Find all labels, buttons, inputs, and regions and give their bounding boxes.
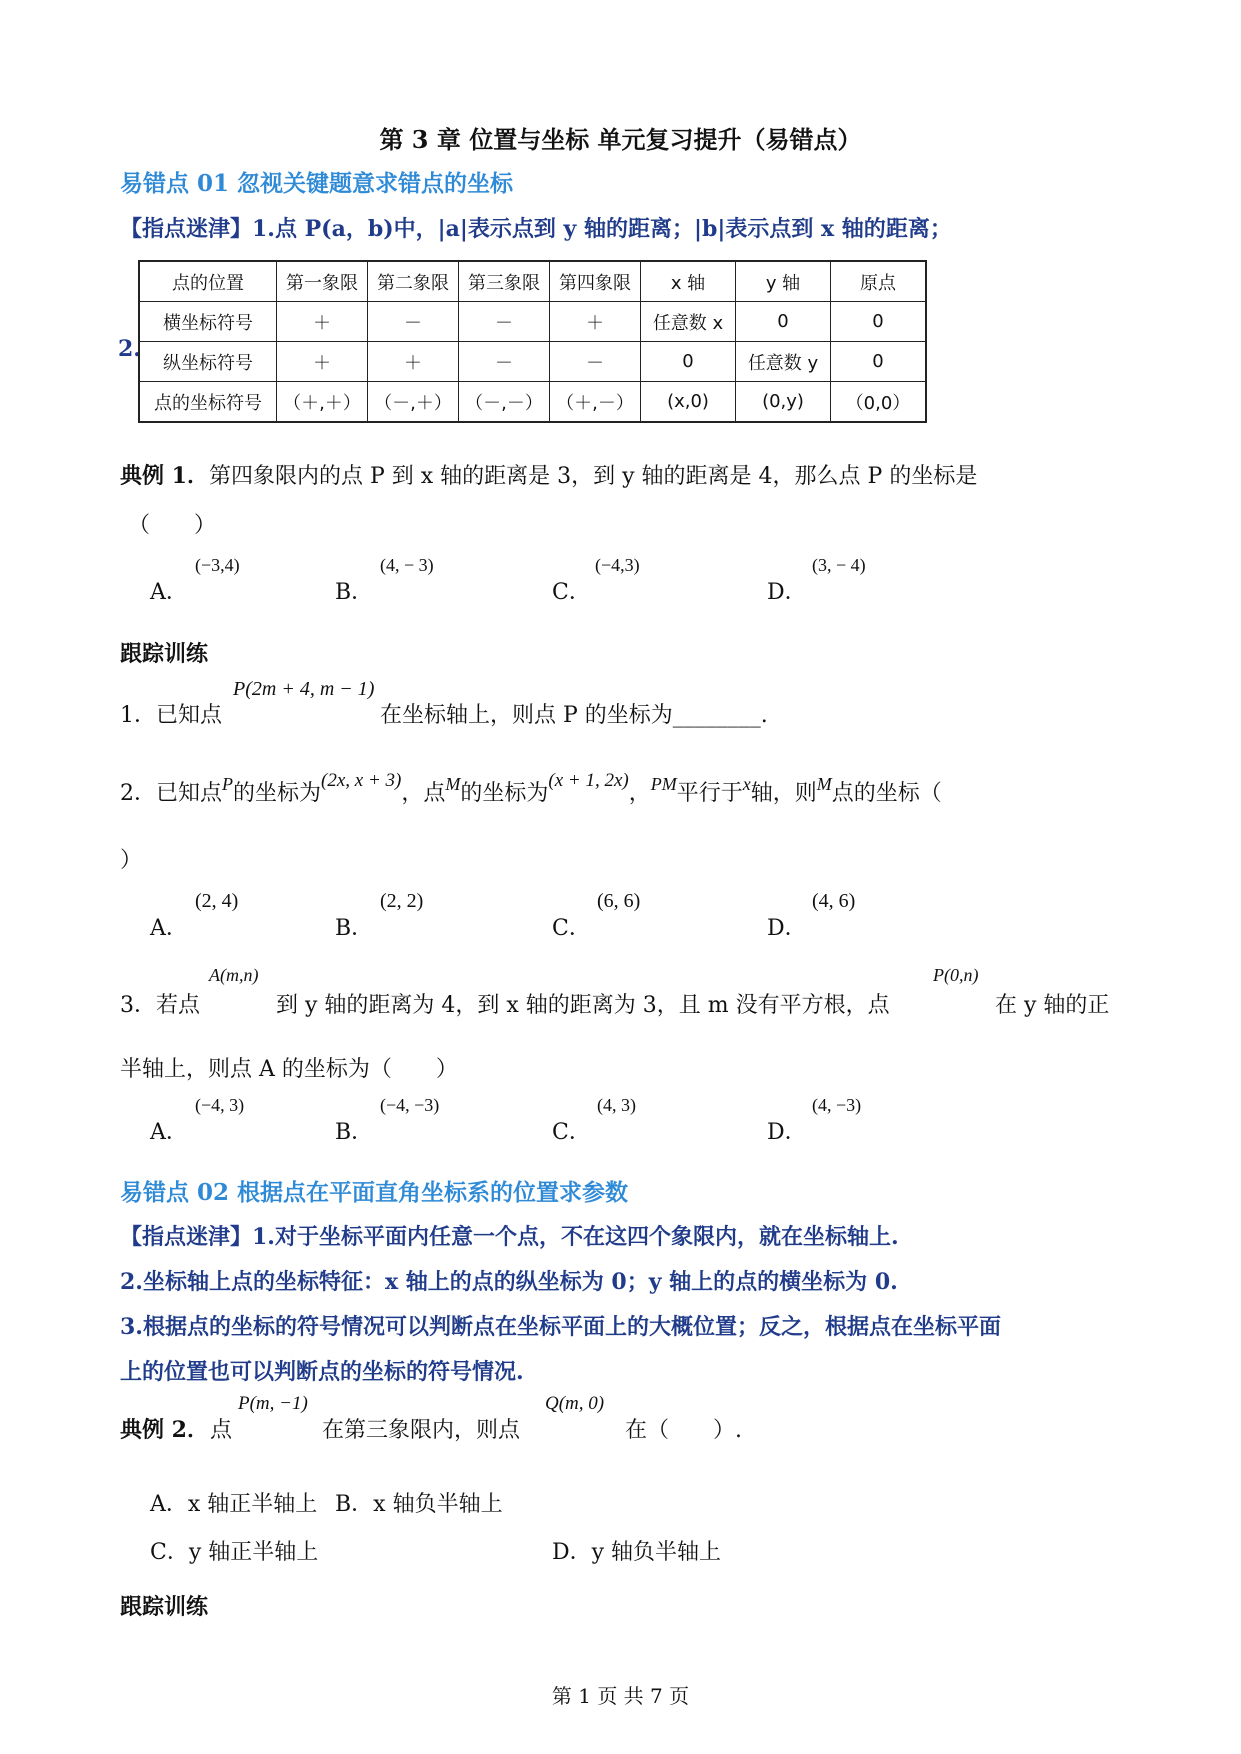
table-cell: 横坐标符号 <box>139 302 277 342</box>
q2-text: ， <box>628 781 651 806</box>
table-cell: 第二象限 <box>368 261 459 302</box>
section1-tip1: 【指点迷津】1.点 P(a，b)中，|a|表示点到 y 轴的距离；|b|表示点到 x 轴的距离； <box>120 216 952 242</box>
table-cell: － <box>550 342 641 382</box>
q3-math-a: A(m,n) <box>209 965 259 985</box>
table-cell: 点的位置 <box>139 261 277 302</box>
q2-text: 的坐标为 <box>460 781 549 806</box>
q3-option-c-letter: C． <box>552 1120 591 1145</box>
q2-option-b-value: (2, 2) <box>380 890 424 912</box>
example1-option-b-letter: B． <box>335 580 374 605</box>
table-cell: 点的坐标符号 <box>139 382 277 423</box>
example2-math-q: Q(m, 0) <box>545 1393 605 1414</box>
example2-label: 典例 2． <box>120 1417 209 1443</box>
q2-option-c-letter: C． <box>552 916 591 941</box>
q1-text-post: 在坐标轴上，则点 P 的坐标为________. <box>380 703 768 728</box>
example1-paren: （ ） <box>128 513 217 538</box>
q2-option-b-letter: B． <box>335 916 374 941</box>
q1-math: P(2m + 4, m − 1) <box>233 678 375 700</box>
table-cell: 第四象限 <box>550 261 641 302</box>
table-cell: 第一象限 <box>277 261 368 302</box>
table-cell: 0 <box>831 342 927 382</box>
q3-option-b-letter: B． <box>335 1120 374 1145</box>
table-cell: － <box>459 342 550 382</box>
table-cell: ＋ <box>550 302 641 342</box>
q3-line2: 半轴上，则点 A 的坐标为（ ） <box>120 1057 458 1082</box>
table-cell: （＋,－） <box>550 382 641 423</box>
example1-option-a-letter: A． <box>150 580 188 605</box>
table-cell: 纵坐标符号 <box>139 342 277 382</box>
q3-option-b-value: (−4, −3) <box>380 1095 440 1115</box>
section2-tip2: 2.坐标轴上点的坐标特征：x 轴上的点的纵坐标为 0；y 轴上的点的横坐标为 0. <box>120 1269 898 1295</box>
q2-close-paren: ） <box>120 848 143 873</box>
table-cell: 任意数 y <box>736 342 831 382</box>
q2-line1 <box>120 770 942 807</box>
q3-text-a: 3．若点 <box>120 993 200 1018</box>
q2-option-d-value: (4, 6) <box>812 890 856 912</box>
q2-option-d-letter: D． <box>767 916 807 941</box>
q2-math: P <box>222 774 233 794</box>
section2-tip1: 【指点迷津】1.对于坐标平面内任意一个点，不在这四个象限内，就在坐标轴上. <box>120 1224 899 1250</box>
section1-heading: 易错点 01 忽视关键题意求错点的坐标 <box>120 170 514 197</box>
table-cell: － <box>368 302 459 342</box>
table-cell: y 轴 <box>736 261 831 302</box>
table-row <box>139 302 926 342</box>
q2-text: 的坐标为 <box>233 781 322 806</box>
table-row <box>139 382 926 423</box>
example2-text-c: 在（ ）. <box>625 1418 742 1443</box>
table-cell: ＋ <box>277 342 368 382</box>
table-cell: 0 <box>736 302 831 342</box>
practice2-heading: 跟踪训练 <box>120 1594 209 1620</box>
q2-text: 平行于 <box>676 781 743 806</box>
example1-option-b-value: (4, − 3) <box>380 555 434 575</box>
example2-text-a: 点 <box>210 1418 233 1443</box>
example2-option-d: D．y 轴负半轴上 <box>552 1540 722 1565</box>
table-cell: (0,y) <box>736 382 831 423</box>
table-cell: 第三象限 <box>459 261 550 302</box>
q2-math: M <box>445 774 461 794</box>
example1-option-c-value: (−4,3) <box>595 555 640 575</box>
q2-text: ，点 <box>401 781 446 806</box>
example1-text: 第四象限内的点 P 到 x 轴的距离是 3，到 y 轴的距离是 4，那么点 P 的坐标是 <box>208 464 978 489</box>
coordinate-sign-table <box>138 260 927 423</box>
table-cell: x 轴 <box>641 261 736 302</box>
section1-tip2-number: 2. <box>118 336 141 362</box>
page-title: 第 3 章 位置与坐标 单元复习提升（易错点） <box>379 125 862 154</box>
table-cell: （－,－） <box>459 382 550 423</box>
example2-math-p: P(m, −1) <box>238 1393 308 1414</box>
q2-math: (x + 1, 2x) <box>548 770 629 791</box>
example1-option-d-letter: D． <box>767 580 807 605</box>
table-cell: （－,＋） <box>368 382 459 423</box>
example1-label: 典例 1． <box>120 463 209 489</box>
q2-math: x <box>742 774 751 794</box>
q2-math: M <box>816 774 832 794</box>
table-row <box>139 261 926 302</box>
q3-text-b: 到 y 轴的距离为 4，到 x 轴的距离为 3，且 m 没有平方根，点 <box>276 993 890 1018</box>
example2-text-b: 在第三象限内，则点 <box>322 1418 521 1443</box>
example1-option-a-value: (−3,4) <box>195 555 240 575</box>
example2-option-a: A．x 轴正半轴上 <box>150 1492 318 1517</box>
q2-text: 点的坐标（ <box>831 781 942 806</box>
example2-option-b: B．x 轴负半轴上 <box>335 1492 503 1517</box>
example1-question <box>120 459 977 490</box>
q2-option-c-value: (6, 6) <box>597 890 641 912</box>
table-cell: 0 <box>831 302 927 342</box>
q3-option-d-letter: D． <box>767 1120 807 1145</box>
example1-option-d-value: (3, − 4) <box>812 555 866 575</box>
table-cell: 0 <box>641 342 736 382</box>
q3-text-c: 在 y 轴的正 <box>995 993 1110 1018</box>
q3-math-p: P(0,n) <box>933 965 979 985</box>
table-cell: 任意数 x <box>641 302 736 342</box>
q2-option-a-letter: A． <box>150 916 188 941</box>
q1-text-pre: 1．已知点 <box>120 703 222 728</box>
table-cell: (x,0) <box>641 382 736 423</box>
section2-heading: 易错点 02 根据点在平面直角坐标系的位置求参数 <box>120 1179 629 1206</box>
q2-text: 2．已知点 <box>120 781 222 806</box>
example1-option-c-letter: C． <box>552 580 591 605</box>
section2-tip3-line2: 上的位置也可以判断点的坐标的符号情况. <box>120 1359 524 1385</box>
example2-option-c: C．y 轴正半轴上 <box>150 1540 319 1565</box>
q3-option-c-value: (4, 3) <box>597 1095 636 1115</box>
q3-option-a-value: (−4, 3) <box>195 1095 245 1115</box>
table-cell: （＋,＋） <box>277 382 368 423</box>
section2-tip3-line1: 3.根据点的坐标的符号情况可以判断点在坐标平面上的大概位置；反之，根据点在坐标平面 <box>120 1314 1001 1340</box>
table-cell: ＋ <box>368 342 459 382</box>
table-row <box>139 342 926 382</box>
q2-text: 轴，则 <box>750 781 817 806</box>
table-cell: － <box>459 302 550 342</box>
q3-option-d-value: (4, −3) <box>812 1095 862 1115</box>
table-cell: （0,0） <box>831 382 927 423</box>
table-cell: ＋ <box>277 302 368 342</box>
q2-math: (2x, x + 3) <box>321 770 402 791</box>
q3-option-a-letter: A． <box>150 1120 188 1145</box>
practice1-heading: 跟踪训练 <box>120 641 209 667</box>
page-footer: 第 1 页 共 7 页 <box>551 1684 690 1708</box>
q2-option-a-value: (2, 4) <box>195 890 239 912</box>
table-cell: 原点 <box>831 261 927 302</box>
q2-math: PM <box>650 774 677 794</box>
